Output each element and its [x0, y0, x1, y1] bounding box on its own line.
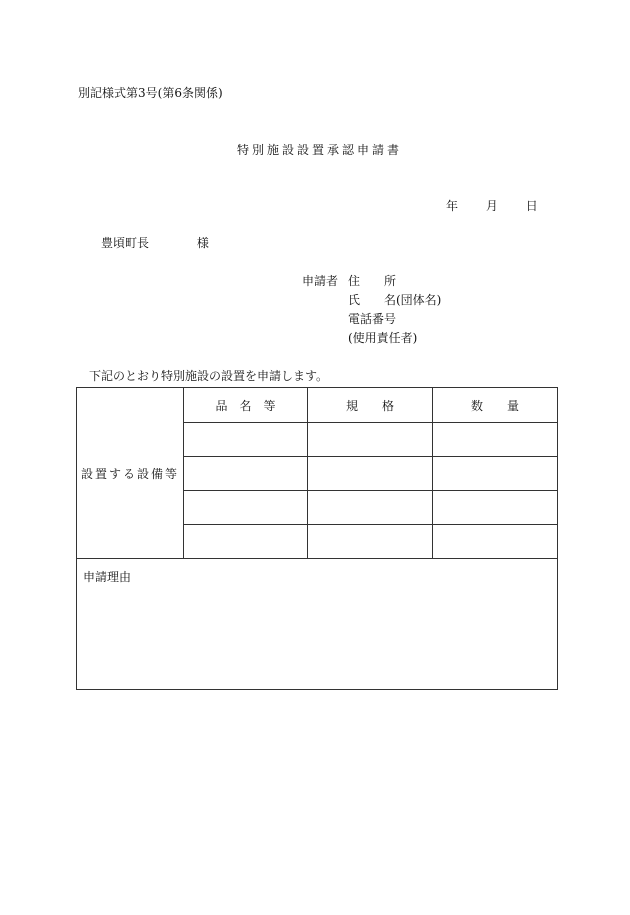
specification-cell[interactable] — [308, 423, 433, 457]
header-item-name: 品 名 等 — [184, 388, 308, 423]
application-reason-field[interactable] — [77, 559, 558, 690]
addressee-honorific: 様 — [196, 236, 209, 250]
applicant-name-label: 氏 名(団体名) — [348, 293, 442, 307]
specification-cell[interactable] — [308, 491, 433, 525]
applicant-address-label: 住 所 — [348, 274, 397, 288]
application-reason-label: 申請理由 — [83, 570, 132, 584]
item-name-cell[interactable] — [184, 457, 308, 491]
equipment-row-label: 設置する設備等 — [77, 388, 184, 559]
addressee — [101, 236, 209, 250]
applicant-responsible-label: (使用責任者) — [348, 331, 418, 345]
equipment-table — [76, 387, 558, 690]
specification-cell[interactable] — [308, 525, 433, 559]
header-specification: 規 格 — [308, 388, 433, 423]
quantity-cell[interactable] — [433, 423, 558, 457]
specification-cell[interactable] — [308, 457, 433, 491]
reason-row — [77, 559, 558, 690]
date-year: 年 — [446, 199, 459, 213]
item-name-cell[interactable] — [184, 525, 308, 559]
quantity-cell[interactable] — [433, 457, 558, 491]
document-title: 特別施設設置承認申請書 — [237, 143, 403, 157]
quantity-cell[interactable] — [433, 491, 558, 525]
quantity-cell[interactable] — [433, 525, 558, 559]
date-day: 日 — [525, 199, 538, 213]
applicant-label: 申請者 — [302, 274, 339, 288]
applicant-phone-label: 電話番号 — [348, 312, 397, 326]
item-name-cell[interactable] — [184, 491, 308, 525]
header-quantity: 数 量 — [433, 388, 558, 423]
date-line — [446, 199, 538, 213]
table-header-row — [77, 388, 558, 423]
date-month: 月 — [485, 199, 498, 213]
item-name-cell[interactable] — [184, 423, 308, 457]
addressee-name: 豊頃町長 — [101, 236, 150, 250]
form-reference: 別記様式第3号(第6条関係) — [78, 86, 223, 100]
application-statement: 下記のとおり特別施設の設置を申請します。 — [89, 369, 329, 383]
